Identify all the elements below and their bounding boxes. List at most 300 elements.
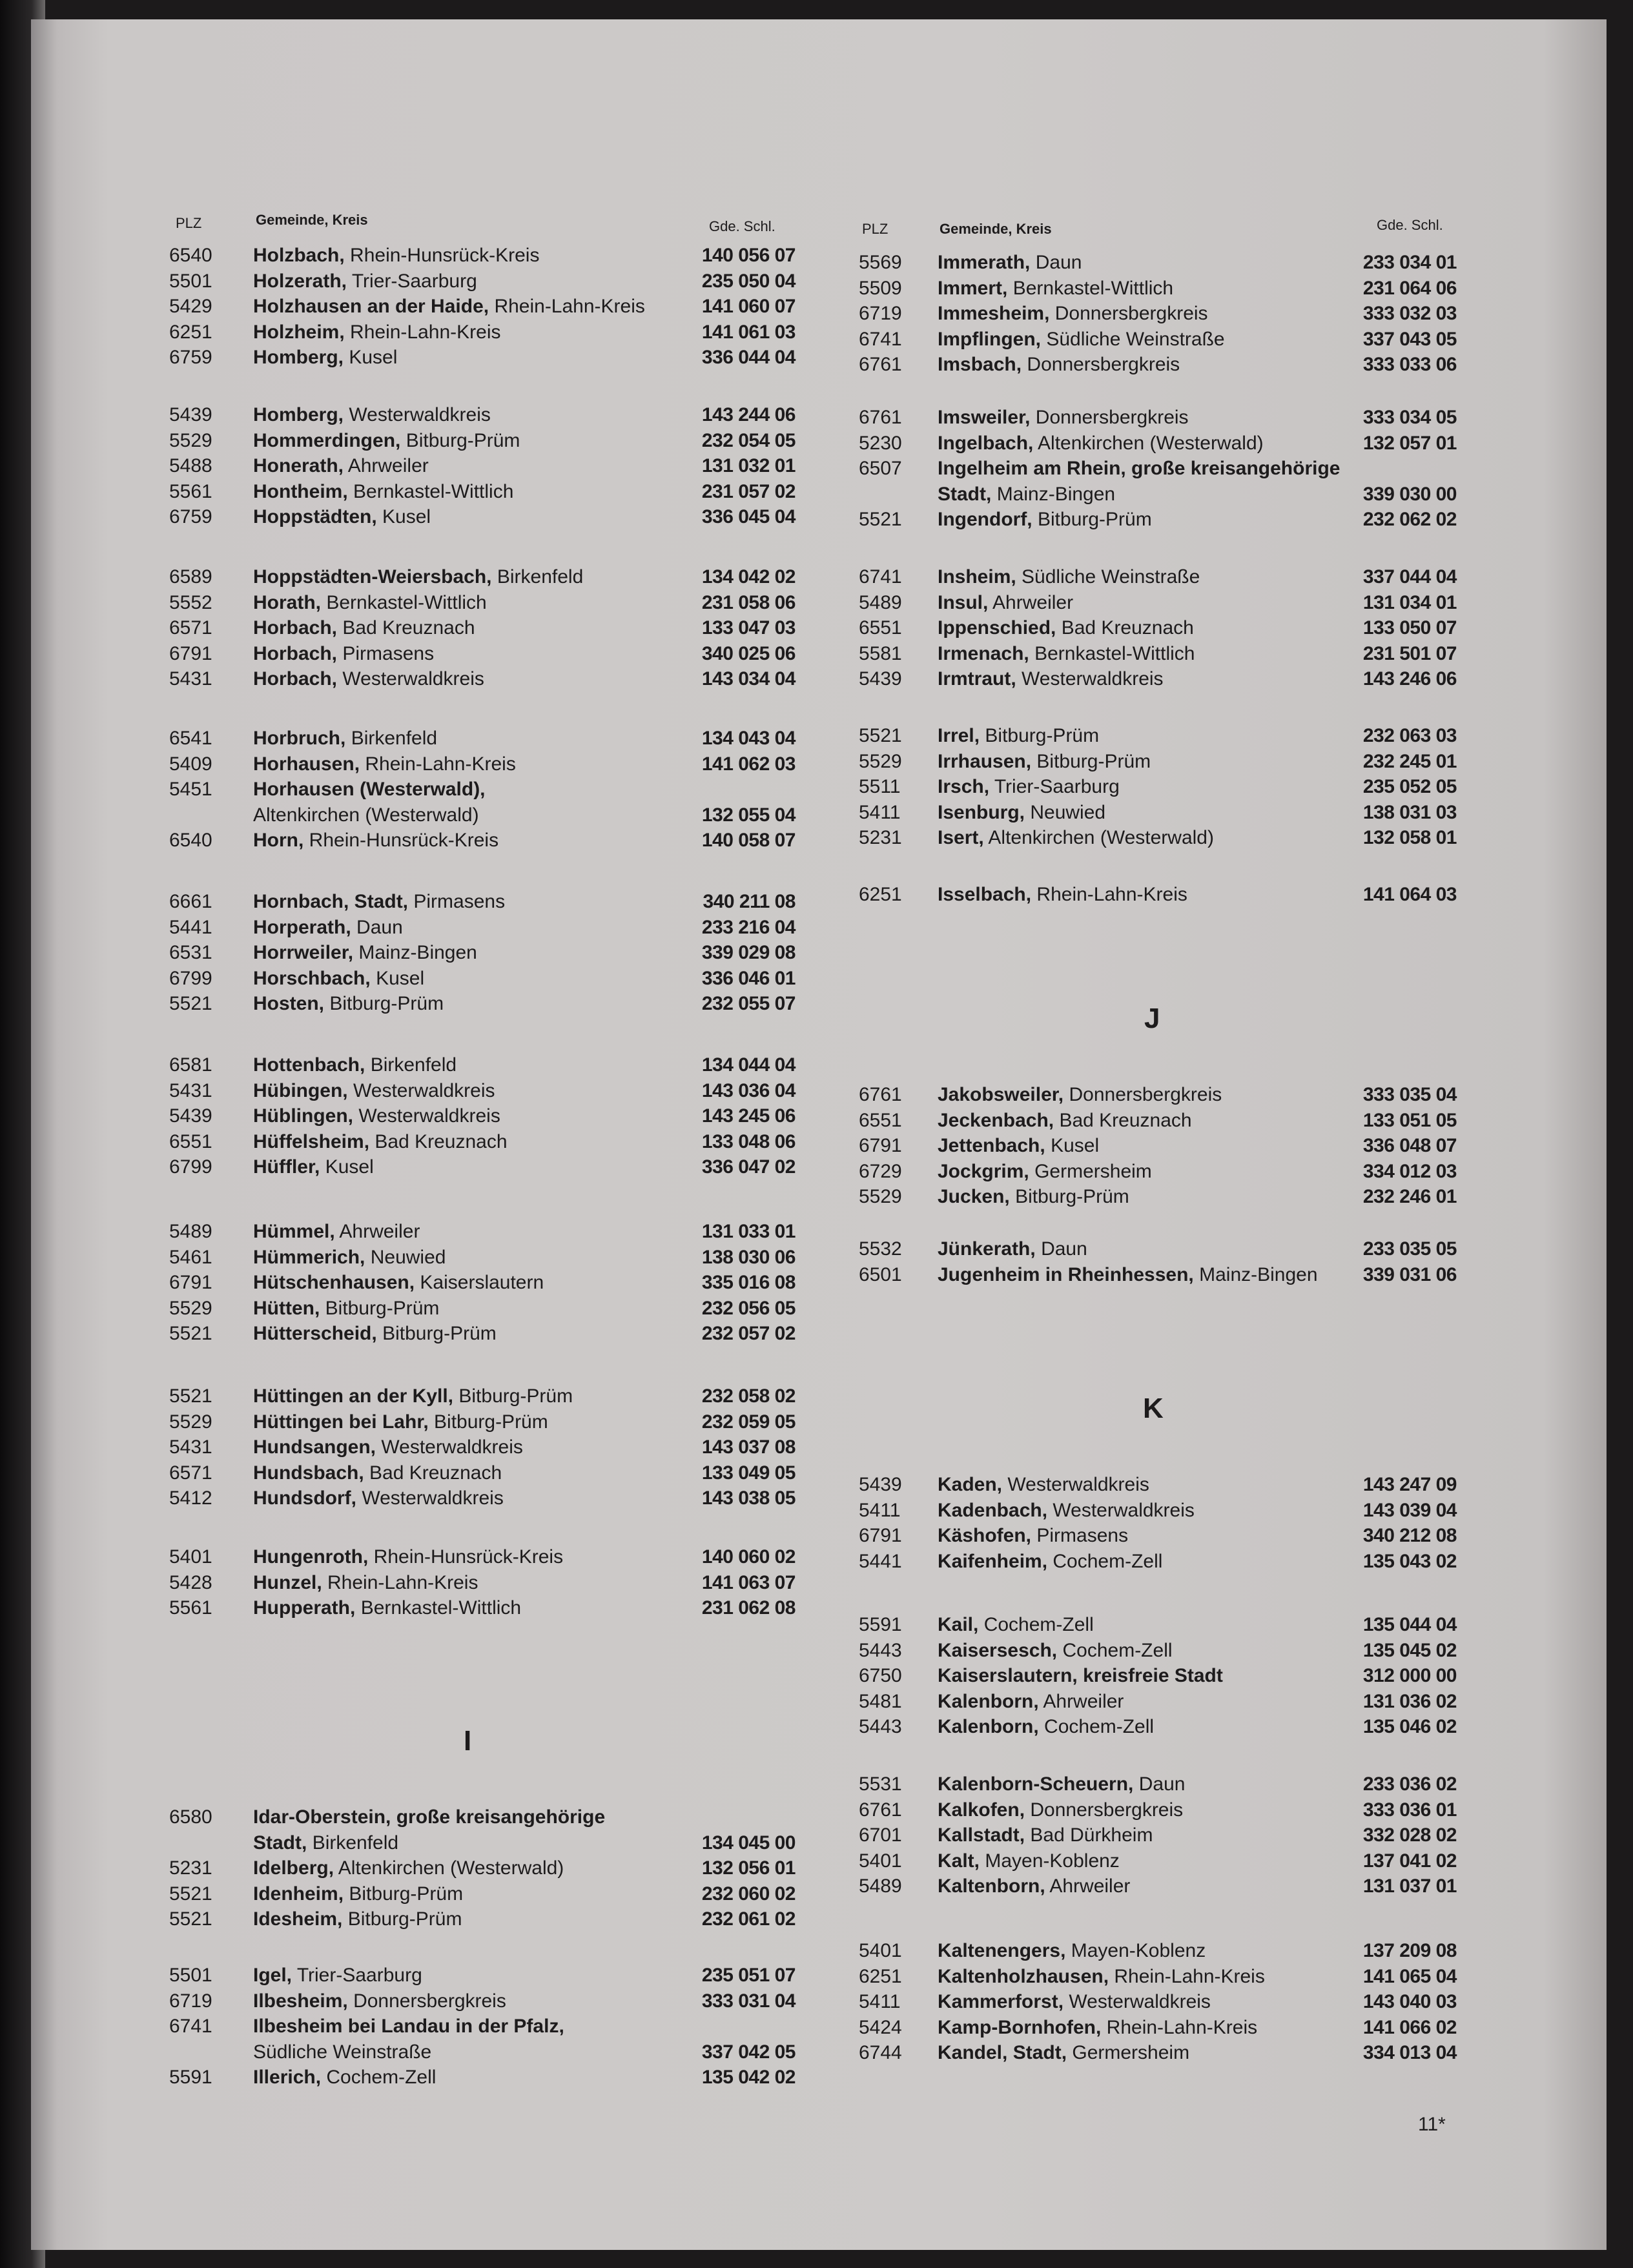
district-name: Bitburg-Prüm bbox=[329, 993, 444, 1014]
postal-code: 5529 bbox=[169, 1411, 212, 1433]
municipality-name: Kaltenengers, bbox=[938, 1940, 1066, 1961]
postal-code: 5531 bbox=[859, 1773, 902, 1795]
municipality-name: Ilbesheim bei Landau in der Pfalz, bbox=[253, 2016, 564, 2037]
table-row bbox=[169, 1988, 796, 2014]
municipality-name: Holzhausen an der Haide, bbox=[253, 296, 489, 317]
municipality-district bbox=[253, 1321, 497, 1347]
municipality-name: Horhausen (Westerwald), bbox=[253, 779, 486, 800]
municipality-district bbox=[938, 1262, 1318, 1288]
district-name: Kusel bbox=[376, 967, 425, 989]
municipality-name: Hüblingen, bbox=[253, 1105, 353, 1127]
municipality-district bbox=[938, 774, 1120, 800]
table-row bbox=[859, 1549, 1457, 1575]
entry-group bbox=[169, 1219, 796, 1347]
district-name: Kaiserslautern bbox=[420, 1272, 544, 1293]
table-row bbox=[169, 666, 796, 692]
district-name: Rhein-Lahn-Kreis bbox=[1114, 1965, 1265, 1987]
municipality-district bbox=[253, 802, 479, 828]
municipality-name: Hütten, bbox=[253, 1297, 320, 1319]
table-row bbox=[169, 1963, 796, 1988]
municipality-district bbox=[253, 1963, 422, 1988]
header-schluessel-right: Gde. Schl. bbox=[1377, 217, 1443, 233]
municipality-code: 336 046 01 bbox=[701, 967, 796, 989]
municipality-code: 333 031 04 bbox=[701, 1990, 796, 2012]
municipality-code: 141 061 03 bbox=[701, 321, 796, 343]
municipality-name: Kadenbach, bbox=[938, 1499, 1048, 1521]
municipality-district bbox=[938, 590, 1073, 616]
right-column bbox=[859, 0, 1457, 2268]
postal-code: 6661 bbox=[169, 891, 212, 912]
postal-code: 5231 bbox=[859, 827, 902, 848]
district-name: Trier-Saarburg bbox=[296, 1965, 422, 1986]
postal-code: 5443 bbox=[859, 1716, 902, 1737]
municipality-name: Horbach, bbox=[253, 642, 338, 664]
municipality-district bbox=[253, 1245, 446, 1271]
municipality-district bbox=[253, 1804, 605, 1830]
municipality-name: Hütschenhausen, bbox=[253, 1272, 415, 1293]
entry-group bbox=[169, 243, 796, 371]
municipality-district bbox=[938, 749, 1151, 775]
table-row bbox=[169, 1595, 796, 1621]
municipality-name: Jünkerath, bbox=[938, 1238, 1036, 1260]
municipality-name: Holzerath, bbox=[253, 270, 347, 292]
district-name: Mainz-Bingen bbox=[358, 942, 477, 963]
table-row bbox=[859, 2040, 1457, 2066]
table-row bbox=[859, 1133, 1457, 1159]
district-name: Rhein-Lahn-Kreis bbox=[494, 296, 645, 317]
municipality-name: Hüttingen bei Lahr, bbox=[253, 1411, 429, 1433]
entry-group bbox=[859, 564, 1457, 692]
table-row bbox=[859, 1714, 1457, 1740]
table-row bbox=[169, 479, 796, 505]
district-name: Cochem-Zell bbox=[1044, 1716, 1155, 1737]
municipality-district bbox=[938, 1108, 1192, 1134]
municipality-district bbox=[938, 1236, 1087, 1262]
district-name: Ahrweiler bbox=[992, 591, 1074, 613]
municipality-code: 143 040 03 bbox=[1362, 1991, 1457, 2012]
table-row bbox=[169, 726, 796, 751]
municipality-district bbox=[253, 991, 444, 1017]
table-row bbox=[859, 723, 1457, 749]
district-name: Neuwied bbox=[1030, 801, 1106, 823]
municipality-code: 141 062 03 bbox=[701, 753, 796, 775]
table-row bbox=[859, 1262, 1457, 1288]
municipality-name: Kaifenheim, bbox=[938, 1550, 1048, 1572]
municipality-code: 132 057 01 bbox=[1362, 432, 1457, 454]
postal-code: 6541 bbox=[169, 728, 212, 749]
postal-code: 5431 bbox=[169, 1436, 212, 1458]
entry-group bbox=[169, 1052, 796, 1180]
district-name: Bernkastel-Wittlich bbox=[1012, 277, 1174, 299]
municipality-district bbox=[938, 1874, 1130, 1899]
municipality-district bbox=[253, 1270, 544, 1296]
postal-code: 5529 bbox=[169, 429, 212, 451]
municipality-district bbox=[938, 882, 1187, 908]
district-name: Rhein-Hunsrück-Kreis bbox=[309, 830, 499, 851]
municipality-district bbox=[253, 269, 477, 294]
table-row bbox=[859, 1964, 1457, 1990]
postal-code: 5411 bbox=[859, 1499, 901, 1521]
postal-code: 5581 bbox=[859, 642, 902, 664]
municipality-name: Isenburg, bbox=[938, 801, 1025, 823]
table-row bbox=[859, 1663, 1457, 1689]
municipality-district bbox=[938, 276, 1173, 301]
municipality-district bbox=[938, 482, 1115, 507]
municipality-district bbox=[253, 1078, 495, 1104]
district-name: Bitburg-Prüm bbox=[985, 725, 1100, 746]
municipality-district bbox=[253, 1595, 521, 1621]
district-name: Cochem-Zell bbox=[1062, 1639, 1173, 1661]
entry-group bbox=[169, 1963, 796, 2090]
municipality-district bbox=[938, 1663, 1223, 1689]
table-row bbox=[169, 1052, 796, 1078]
district-name: Bernkastel-Wittlich bbox=[360, 1597, 522, 1619]
municipality-name: Homberg, bbox=[253, 404, 344, 425]
district-name: Westerwaldkreis bbox=[349, 404, 491, 425]
postal-code: 6761 bbox=[859, 1799, 902, 1821]
postal-code: 5552 bbox=[169, 591, 212, 613]
municipality-district bbox=[938, 1772, 1185, 1797]
district-name: Mainz-Bingen bbox=[996, 483, 1116, 505]
table-row bbox=[859, 882, 1457, 908]
postal-code: 5521 bbox=[859, 725, 902, 746]
municipality-code: 143 244 06 bbox=[701, 404, 796, 425]
municipality-name: Kaiserslautern, kreisfreie Stadt bbox=[938, 1665, 1223, 1686]
district-name: Trier-Saarburg bbox=[994, 776, 1120, 797]
municipality-name: Idesheim, bbox=[253, 1908, 343, 1930]
municipality-district bbox=[253, 889, 505, 915]
municipality-code: 135 046 02 bbox=[1362, 1716, 1457, 1737]
municipality-code: 340 025 06 bbox=[701, 642, 796, 664]
municipality-name: Kammerforst, bbox=[938, 1991, 1064, 2012]
municipality-district bbox=[938, 615, 1194, 641]
municipality-code: 140 060 02 bbox=[701, 1546, 796, 1568]
table-row bbox=[169, 2014, 796, 2039]
municipality-district bbox=[253, 1435, 523, 1460]
district-name: Daun bbox=[1041, 1238, 1087, 1260]
municipality-code: 333 034 05 bbox=[1362, 407, 1457, 428]
municipality-code: 141 060 07 bbox=[701, 296, 796, 317]
table-row bbox=[859, 564, 1457, 590]
postal-code: 6761 bbox=[859, 354, 902, 375]
municipality-name: Jockgrim, bbox=[938, 1160, 1029, 1182]
municipality-code: 232 061 02 bbox=[701, 1908, 796, 1930]
municipality-name: Horhausen, bbox=[253, 753, 360, 775]
municipality-code: 141 063 07 bbox=[701, 1571, 796, 1593]
municipality-name: Hupperath, bbox=[253, 1597, 356, 1619]
municipality-district bbox=[253, 428, 520, 454]
municipality-code: 140 058 07 bbox=[701, 830, 796, 851]
postal-code: 5401 bbox=[859, 1940, 902, 1961]
municipality-district bbox=[938, 1549, 1162, 1575]
table-row bbox=[169, 1129, 796, 1155]
table-row bbox=[169, 751, 796, 777]
entry-group bbox=[169, 564, 796, 692]
municipality-code: 141 065 04 bbox=[1362, 1965, 1457, 1987]
postal-code: 5521 bbox=[169, 1883, 212, 1905]
municipality-code: 235 052 05 bbox=[1362, 776, 1457, 797]
municipality-district bbox=[253, 1103, 500, 1129]
table-row bbox=[859, 590, 1457, 616]
district-name: Daun bbox=[356, 916, 403, 938]
municipality-code: 131 037 01 bbox=[1362, 1875, 1457, 1897]
postal-code: 5441 bbox=[169, 916, 212, 938]
municipality-district bbox=[253, 590, 487, 616]
postal-code: 5521 bbox=[859, 509, 902, 530]
postal-code: 5401 bbox=[169, 1546, 212, 1568]
postal-code: 6589 bbox=[169, 566, 212, 587]
municipality-district bbox=[938, 1472, 1149, 1498]
postal-code: 5529 bbox=[859, 1186, 902, 1207]
table-row bbox=[169, 1270, 796, 1296]
postal-code: 5409 bbox=[169, 753, 212, 775]
municipality-name: Horbach, bbox=[253, 668, 338, 690]
postal-code: 5488 bbox=[169, 455, 212, 476]
municipality-code: 232 055 07 bbox=[701, 993, 796, 1014]
municipality-name: Irmenach, bbox=[938, 642, 1029, 664]
entry-group bbox=[169, 1384, 796, 1511]
municipality-district bbox=[253, 828, 498, 853]
postal-code: 6540 bbox=[169, 245, 212, 266]
municipality-name: Hümmel, bbox=[253, 1221, 335, 1242]
municipality-name: Kaltenborn, bbox=[938, 1875, 1045, 1897]
municipality-code: 138 031 03 bbox=[1362, 801, 1457, 823]
municipality-district bbox=[253, 940, 477, 966]
table-row bbox=[859, 2015, 1457, 2041]
municipality-name-continued: Stadt, bbox=[253, 1832, 307, 1854]
municipality-district bbox=[253, 1154, 374, 1180]
municipality-district bbox=[253, 294, 645, 320]
district-name: Birkenfeld bbox=[312, 1832, 399, 1854]
municipality-district bbox=[938, 1133, 1099, 1159]
municipality-code: 133 050 07 bbox=[1362, 617, 1457, 639]
municipality-name: Hontheim, bbox=[253, 480, 348, 502]
table-row bbox=[169, 1409, 796, 1435]
municipality-district bbox=[253, 1486, 504, 1511]
municipality-name: Hunzel, bbox=[253, 1571, 322, 1593]
section-letter-k: K bbox=[1143, 1393, 1164, 1424]
district-name: Kusel bbox=[325, 1156, 374, 1178]
municipality-district bbox=[253, 2014, 564, 2039]
district-name: Pirmasens bbox=[342, 642, 435, 664]
table-row bbox=[169, 269, 796, 294]
municipality-code: 232 062 02 bbox=[1362, 509, 1457, 530]
table-row bbox=[859, 1472, 1457, 1498]
municipality-code: 233 034 01 bbox=[1362, 252, 1457, 273]
postal-code: 5441 bbox=[859, 1550, 902, 1572]
table-row bbox=[169, 1296, 796, 1322]
municipality-district bbox=[253, 1570, 478, 1596]
district-name: Donnersbergkreis bbox=[1069, 1084, 1222, 1105]
municipality-district bbox=[938, 1638, 1173, 1664]
municipality-district bbox=[938, 352, 1180, 378]
postal-code: 6729 bbox=[859, 1160, 902, 1182]
municipality-code: 141 066 02 bbox=[1362, 2016, 1457, 2038]
municipality-code: 232 060 02 bbox=[701, 1883, 796, 1905]
municipality-name: Kamp-Bornhofen, bbox=[938, 2016, 1102, 2038]
postal-code: 5521 bbox=[169, 1323, 212, 1344]
municipality-district bbox=[938, 1797, 1183, 1823]
municipality-code: 332 028 02 bbox=[1362, 1824, 1457, 1846]
postal-code: 6791 bbox=[169, 642, 212, 664]
municipality-name: Ingelbach, bbox=[938, 432, 1034, 454]
municipality-name: Hüffler, bbox=[253, 1156, 320, 1178]
municipality-name: Ippenschied, bbox=[938, 617, 1056, 639]
postal-code: 5529 bbox=[169, 1297, 212, 1319]
municipality-name: Idelberg, bbox=[253, 1857, 334, 1879]
postal-code: 5443 bbox=[859, 1639, 902, 1661]
municipality-name: Hosten, bbox=[253, 993, 325, 1014]
municipality-name: Irsch, bbox=[938, 776, 990, 797]
postal-code: 5439 bbox=[859, 1474, 902, 1495]
district-name: Bad Dürkheim bbox=[1030, 1824, 1153, 1846]
municipality-code: 334 013 04 bbox=[1362, 2042, 1457, 2063]
municipality-district bbox=[938, 666, 1164, 692]
district-name: Bitburg-Prüm bbox=[347, 1908, 462, 1930]
postal-code: 6251 bbox=[859, 884, 902, 905]
municipality-district bbox=[253, 402, 491, 428]
table-row bbox=[169, 1570, 796, 1596]
municipality-district bbox=[938, 301, 1208, 327]
municipality-district bbox=[938, 327, 1225, 352]
header-plz-left: PLZ bbox=[176, 215, 202, 231]
postal-code: 6581 bbox=[169, 1054, 212, 1076]
table-row-continuation bbox=[169, 2039, 796, 2065]
district-name: Birkenfeld bbox=[370, 1054, 457, 1076]
municipality-name: Ingendorf, bbox=[938, 509, 1032, 530]
left-column bbox=[169, 0, 796, 2268]
municipality-name: Horperath, bbox=[253, 916, 351, 938]
district-name: Kusel bbox=[382, 506, 431, 527]
municipality-code: 143 245 06 bbox=[701, 1105, 796, 1127]
municipality-name: Kalenborn, bbox=[938, 1716, 1039, 1737]
municipality-district bbox=[253, 345, 397, 371]
district-name: Birkenfeld bbox=[497, 566, 584, 587]
municipality-district bbox=[253, 320, 500, 345]
district-name: Ahrweiler bbox=[1049, 1875, 1131, 1897]
table-row bbox=[859, 641, 1457, 667]
postal-code: 5431 bbox=[169, 668, 212, 690]
table-row bbox=[859, 431, 1457, 456]
postal-code: 6251 bbox=[859, 1965, 902, 1987]
district-name: Ahrweiler bbox=[347, 455, 429, 476]
table-row bbox=[859, 774, 1457, 800]
municipality-code: 132 058 01 bbox=[1362, 827, 1457, 848]
district-name: Bernkastel-Wittlich bbox=[1034, 642, 1195, 664]
table-row bbox=[859, 825, 1457, 851]
municipality-district bbox=[253, 1052, 457, 1078]
district-name: Germersheim bbox=[1072, 2042, 1190, 2063]
postal-code: 5451 bbox=[169, 779, 212, 800]
postal-code: 5439 bbox=[169, 1105, 212, 1127]
postal-code: 6551 bbox=[859, 617, 902, 639]
district-name: Rhein-Lahn-Kreis bbox=[1036, 884, 1187, 905]
table-row bbox=[169, 828, 796, 853]
municipality-name: Hüffelsheim, bbox=[253, 1130, 370, 1152]
municipality-name: Holzheim, bbox=[253, 321, 345, 343]
table-row bbox=[169, 1544, 796, 1570]
district-name: Rhein-Hunsrück-Kreis bbox=[373, 1546, 564, 1568]
municipality-code: 143 037 08 bbox=[701, 1436, 796, 1458]
district-name: Bad Kreuznach bbox=[1061, 617, 1194, 639]
municipality-district bbox=[938, 1498, 1195, 1524]
municipality-code: 334 012 03 bbox=[1362, 1160, 1457, 1182]
postal-code: 6719 bbox=[859, 303, 902, 324]
entry-group bbox=[169, 402, 796, 530]
postal-code: 6791 bbox=[859, 1525, 902, 1546]
postal-code: 6759 bbox=[169, 347, 212, 368]
table-row bbox=[859, 1848, 1457, 1874]
table-row bbox=[859, 1082, 1457, 1108]
table-row bbox=[859, 1612, 1457, 1638]
municipality-district bbox=[253, 1855, 564, 1881]
municipality-code: 132 056 01 bbox=[701, 1857, 796, 1879]
table-row bbox=[169, 966, 796, 992]
postal-code: 6501 bbox=[859, 1263, 902, 1285]
municipality-code: 337 042 05 bbox=[701, 2041, 796, 2063]
municipality-district bbox=[938, 507, 1152, 533]
postal-code: 6759 bbox=[169, 506, 212, 527]
municipality-code: 335 016 08 bbox=[701, 1272, 796, 1293]
municipality-name: Irmtraut, bbox=[938, 668, 1016, 690]
district-name: Cochem-Zell bbox=[326, 2067, 436, 2088]
municipality-name: Horn, bbox=[253, 830, 304, 851]
municipality-name: Kandel, Stadt, bbox=[938, 2042, 1067, 2063]
municipality-name: Imsbach, bbox=[938, 354, 1022, 375]
table-row bbox=[859, 301, 1457, 327]
district-name: Bernkastel-Wittlich bbox=[326, 591, 487, 613]
postal-code: 6701 bbox=[859, 1824, 902, 1846]
municipality-name: Igel, bbox=[253, 1965, 293, 1986]
postal-code: 5561 bbox=[169, 480, 212, 502]
district-name: Westerwaldkreis bbox=[1007, 1474, 1149, 1495]
municipality-name: Kaltenholzhausen, bbox=[938, 1965, 1109, 1987]
municipality-district bbox=[253, 1129, 508, 1155]
postal-code: 5521 bbox=[169, 1385, 212, 1407]
municipality-district bbox=[938, 1964, 1265, 1990]
district-name: Donnersbergkreis bbox=[1027, 354, 1180, 375]
municipality-name: Horschbach, bbox=[253, 967, 371, 989]
postal-code: 5569 bbox=[859, 252, 902, 273]
district-name: Birkenfeld bbox=[351, 728, 438, 749]
municipality-code: 233 216 04 bbox=[701, 916, 796, 938]
municipality-code: 312 000 00 bbox=[1362, 1665, 1457, 1686]
municipality-name: Imsweiler, bbox=[938, 407, 1031, 428]
municipality-name: Käshofen, bbox=[938, 1525, 1032, 1546]
district-name: Westerwaldkreis bbox=[381, 1436, 523, 1458]
municipality-district bbox=[253, 1881, 463, 1907]
postal-code: 5429 bbox=[169, 296, 212, 317]
district-name: Westerwaldkreis bbox=[362, 1487, 504, 1509]
municipality-district bbox=[938, 723, 1099, 749]
postal-code: 6251 bbox=[169, 321, 212, 343]
postal-code: 5424 bbox=[859, 2016, 902, 2038]
municipality-name: Horbruch, bbox=[253, 728, 346, 749]
municipality-district bbox=[253, 453, 429, 479]
municipality-name: Honerath, bbox=[253, 455, 344, 476]
entry-group bbox=[169, 1804, 796, 1932]
municipality-code: 233 036 02 bbox=[1362, 1773, 1457, 1795]
municipality-district bbox=[938, 250, 1082, 276]
table-row bbox=[859, 1874, 1457, 1899]
district-name: Bad Kreuznach bbox=[369, 1462, 502, 1484]
postal-code: 5230 bbox=[859, 432, 902, 454]
district-name: Mainz-Bingen bbox=[1199, 1263, 1318, 1285]
postal-code: 5532 bbox=[859, 1238, 902, 1260]
district-name: Bitburg-Prüm bbox=[325, 1297, 440, 1319]
municipality-district bbox=[938, 1689, 1124, 1715]
municipality-code: 336 048 07 bbox=[1362, 1135, 1457, 1156]
